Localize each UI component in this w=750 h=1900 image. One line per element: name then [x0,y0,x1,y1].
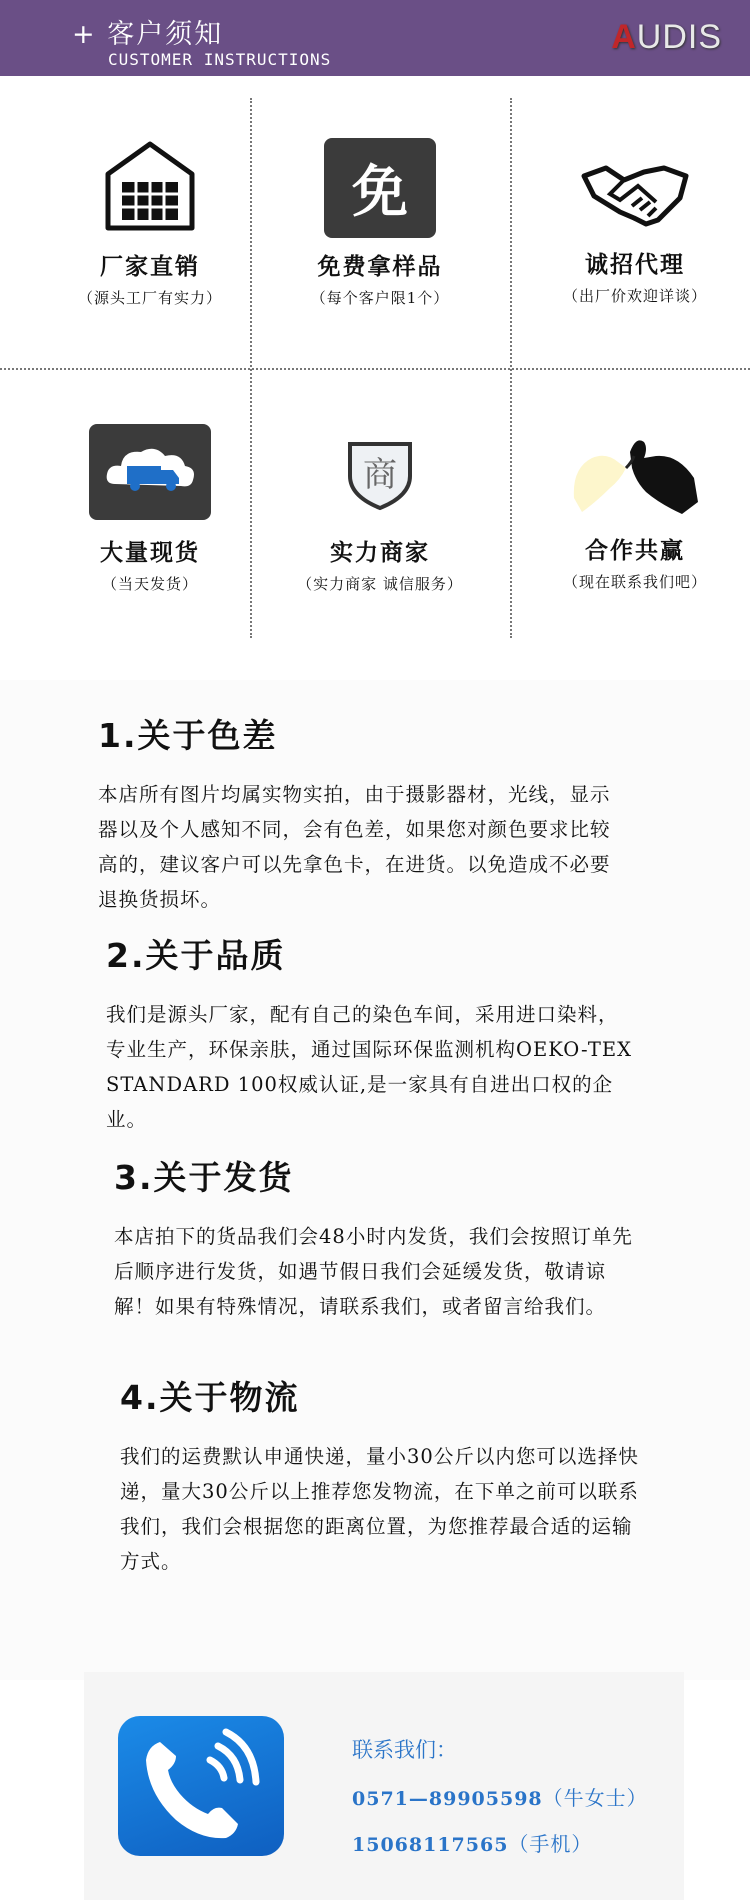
feature-strong-merchant [255,436,505,594]
feature-label: 合作共赢 [585,537,685,564]
feature-grid [0,76,750,636]
section-title: 3.关于发货 [114,1158,294,1197]
contact-phone-landline[interactable]: 0571—89905598（牛女士） [352,1786,648,1810]
brand-logo: AUDIS [611,18,722,56]
section-title: 2.关于品质 [106,936,286,975]
section-title: 4.关于物流 [120,1378,300,1417]
truck-icon [89,424,211,520]
feature-factory-direct [25,138,275,308]
feature-label: 厂家直销 [100,253,200,280]
feature-label: 实力商家 [330,539,430,566]
header-banner [0,0,750,76]
feature-label: 免费拿样品 [317,253,443,280]
feature-free-sample [255,138,505,308]
feature-agent-recruit [510,162,750,306]
contact-panel [84,1672,684,1900]
pinky-promise-icon [570,432,700,518]
section-body: 我们的运费默认申通快递，量小30公斤以内您可以选择快递，量大30公斤以上推荐您发物流，在下单之前可以联系我们，我们会根据您的距离位置，为您推荐最合适的运输方式。 [120,1445,639,1573]
feature-sub: （出厂价欢迎详谈） [562,287,707,305]
feature-win-win [510,432,750,592]
section-shipping [114,1152,644,1324]
header-subtitle: CUSTOMER INSTRUCTIONS [108,50,332,69]
handshake-icon [580,162,690,232]
feature-label: 诚招代理 [585,251,685,278]
section-title: 1.关于色差 [98,716,278,755]
contact-title: 联系我们： [352,1738,457,1762]
phone-icon [118,1716,284,1856]
section-body: 我们是源头厂家，配有自己的染色车间，采用进口染料，专业生产，环保亲肤，通过国际环保监测机构OEKO-TEX STANDARD 100权威认证,是一家具有自进出口权的企业。 [106,1003,632,1131]
section-color-difference [98,710,628,917]
section-body: 本店所有图片均属实物实拍，由于摄影器材，光线，显示器以及个人感知不同，会有色差，如果您对颜色要求比较高的，建议客户可以先拿色卡，在进货。以免造成不必要退换货损坏。 [98,783,611,911]
feature-sub: （当天发货） [101,575,198,593]
feature-in-stock [25,424,275,594]
instructions-panel [0,680,750,1680]
section-body: 本店拍下的货品我们会48小时内发货，我们会按照订单先后顺序进行发货，如遇节假日我们会延缓发货，敬请谅解！如果有特殊情况，请联系我们，或者留言给我们。 [114,1225,633,1318]
factory-icon [102,138,198,234]
feature-sub: （每个客户限1个） [310,289,450,307]
feature-label: 大量现货 [100,539,200,566]
section-quality [106,930,636,1137]
section-logistics [120,1372,650,1579]
feature-sub: （实力商家 诚信服务） [297,575,463,593]
feature-sub: （源头工厂有实力） [77,289,222,307]
grid-divider [0,368,750,370]
header-title: + 客户须知 [72,19,224,50]
free-icon: 免 [324,138,436,238]
svg-text:商: 商 [363,455,397,495]
shop-badge-icon [342,436,418,512]
feature-sub: （现在联系我们吧） [562,573,707,591]
contact-phone-mobile[interactable]: 15068117565（手机） [352,1832,593,1856]
